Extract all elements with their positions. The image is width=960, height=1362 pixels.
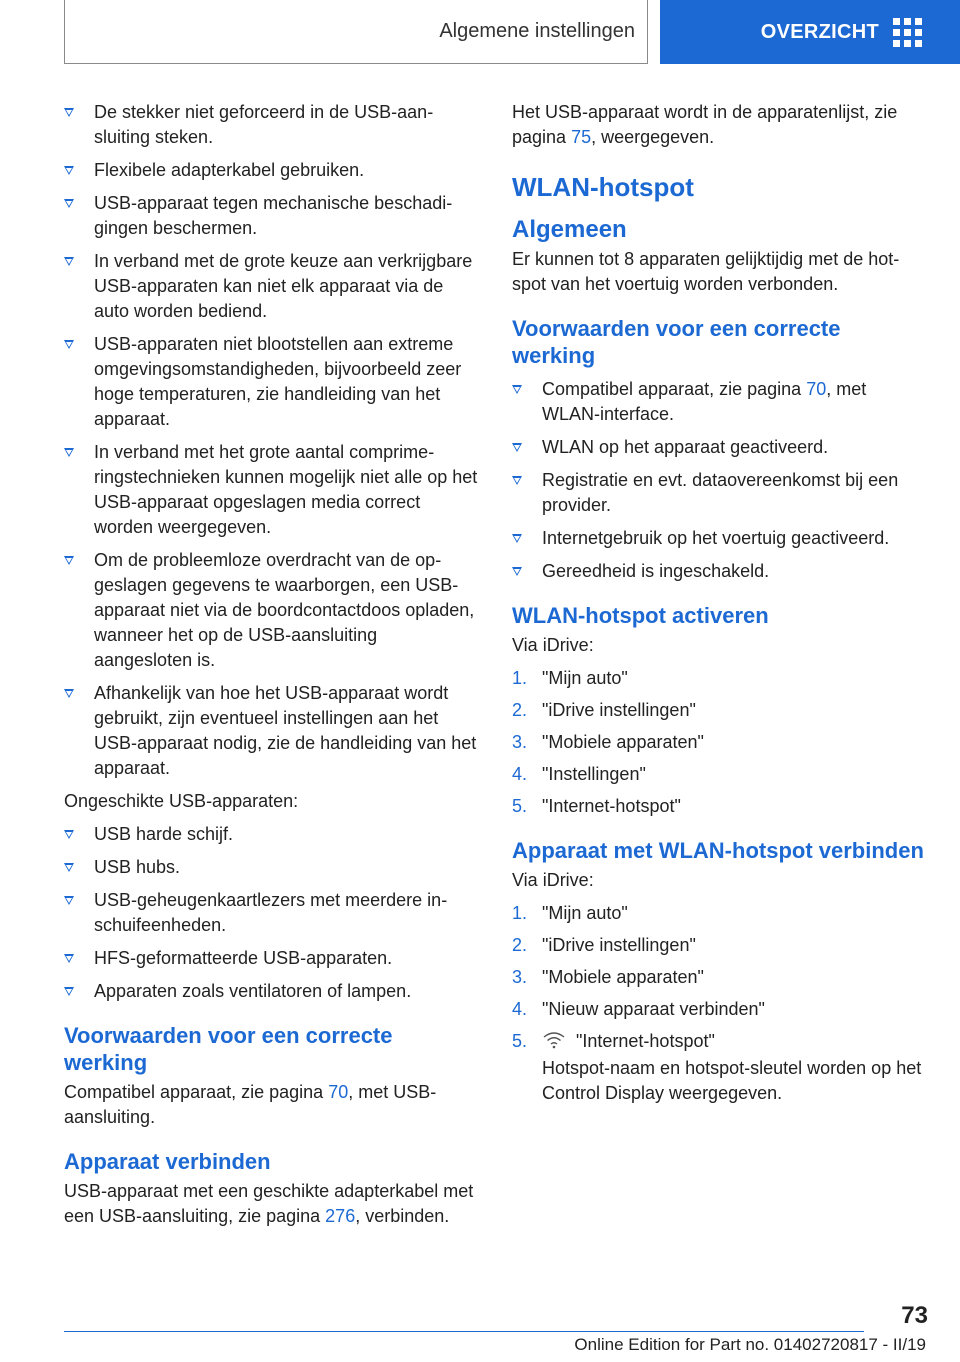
triangle-bullet-icon — [64, 340, 74, 349]
list-item: Compatibel apparaat, zie pagina 70, met WLAN-interface. — [512, 377, 926, 427]
connect-device-heading: Apparaat verbinden — [64, 1149, 271, 1174]
triangle-bullet-icon — [64, 108, 74, 117]
triangle-bullet-icon — [512, 476, 522, 485]
list-item: Flexibele adapterkabel gebruiken. — [64, 158, 478, 183]
unsuitable-intro: Ongeschikte USB-apparaten: — [64, 791, 299, 811]
list-item: Internetgebruik op het voertuig geactiveerd. — [512, 526, 926, 551]
connect-via: Via iDrive: — [512, 870, 594, 890]
triangle-bullet-icon — [64, 689, 74, 698]
list-item: WLAN op het apparaat geactiveerd. — [512, 435, 926, 460]
list-item: Gereedheid is ingeschakeld. — [512, 559, 926, 584]
step-item: 3. "Mobiele apparaten" — [512, 732, 704, 752]
connect-steps — [512, 901, 926, 1106]
step-item: 4. "Instellingen" — [512, 764, 646, 784]
triangle-bullet-icon — [64, 863, 74, 872]
triangle-bullet-icon — [512, 443, 522, 452]
footer-divider — [64, 1331, 864, 1332]
requirements-text: Compatibel apparaat, zie pagina 70, met USB-aansluiting. — [64, 1082, 437, 1127]
triangle-bullet-icon — [64, 199, 74, 208]
step-item: 2. "iDrive instellingen" — [512, 700, 696, 720]
list-item: In verband met de grote keuze aan verkrijgbare USB-apparaten kan niet elk apparaat via de auto worden bediend. — [64, 249, 478, 324]
header-section-title — [64, 0, 648, 64]
general-text: Er kunnen tot 8 apparaten gelijktijdig met de hotspot van het voertuig worden verbonden. — [512, 249, 900, 294]
step-item: 5. "Internet-hotspot" Hotspot-naam en hotspot-sleutel worden op het Control Display weergegeven. — [512, 1029, 926, 1106]
left-column — [64, 100, 478, 1237]
triangle-bullet-icon — [64, 257, 74, 266]
connect-hotspot-heading: Apparaat met WLAN-hotspot verbinden — [512, 838, 924, 863]
section-title: Algemene instellingen — [439, 20, 635, 42]
list-item: Registratie en evt. dataovereenkomst bij een provider. — [512, 468, 926, 518]
triangle-bullet-icon — [64, 896, 74, 905]
overview-label: OVERZICHT — [760, 20, 879, 43]
overview-button[interactable] — [660, 0, 960, 64]
list-item: HFS-geformatteerde USB-apparaten. — [64, 946, 478, 971]
triangle-bullet-icon — [64, 954, 74, 963]
triangle-bullet-icon — [512, 567, 522, 576]
triangle-bullet-icon — [64, 448, 74, 457]
page-link[interactable]: 75 — [571, 127, 592, 147]
activate-via: Via iDrive: — [512, 635, 594, 655]
step-item: 2. "iDrive instellingen" — [512, 935, 696, 955]
usb-tips-list — [64, 100, 478, 781]
wlan-requirements-heading: Voorwaarden voor een correcte werking — [512, 316, 841, 368]
list-item: USB-apparaat tegen mechanische beschadigingen beschermen. — [64, 191, 478, 241]
unsuitable-devices-list — [64, 822, 478, 1004]
triangle-bullet-icon — [64, 830, 74, 839]
step-item: 4. "Nieuw apparaat verbinden" — [512, 999, 765, 1019]
wlan-requirements-list — [512, 377, 926, 584]
page-link[interactable]: 70 — [806, 379, 827, 399]
page-number: 73 — [901, 1302, 928, 1329]
list-item: USB harde schijf. — [64, 822, 478, 847]
list-item: USB-apparaten niet blootstellen aan extreme omgevingsomstandigheden, bijvoorbeeld zeer hoge temperaturen, zie handleiding van het apparaat. — [64, 332, 478, 432]
list-item: Afhankelijk van hoe het USB-apparaat wordt gebruikt, zijn eventueel instellingen aan het USB-apparaat nodig, zie de handleiding van het apparaat. — [64, 681, 478, 781]
list-item: Om de probleemloze overdracht van de opgeslagen gegevens te waarborgen, een USB-apparaat niet via de boordcontactdoos opladen, wanneer het op de USB-aansluiting aangesloten is. — [64, 548, 478, 673]
right-column — [512, 100, 926, 1114]
connect-device-text: USB-apparaat met een geschikte adapterkabel met een USB-aansluiting, zie pagina 276, verbinden. — [64, 1181, 474, 1226]
edition-text: Online Edition for Part no. 01402720817 - II/19 — [574, 1335, 926, 1354]
page-link[interactable]: 276 — [325, 1206, 356, 1226]
activate-steps — [512, 666, 926, 819]
list-item: In verband met het grote aantal comprimeringstechnieken kunnen mogelijk niet alle op het USB-apparaat opgeslagen media correct worden weergegeven. — [64, 440, 478, 540]
list-item: Apparaten zoals ventilatoren of lampen. — [64, 979, 478, 1004]
page-link[interactable]: 70 — [328, 1082, 349, 1102]
step-item: 5. "Internet-hotspot" — [512, 796, 681, 816]
step-item: 1. "Mijn auto" — [512, 903, 628, 923]
step-result-text: Hotspot-naam en hotspot-sleutel worden op het Control Display weergegeven. — [542, 1058, 922, 1103]
triangle-bullet-icon — [512, 385, 522, 394]
triangle-bullet-icon — [64, 987, 74, 996]
wlan-hotspot-heading: WLAN-hotspot — [512, 172, 694, 202]
step-item: 1. "Mijn auto" — [512, 668, 628, 688]
triangle-bullet-icon — [64, 556, 74, 565]
triangle-bullet-icon — [64, 166, 74, 175]
triangle-bullet-icon — [512, 534, 522, 543]
wifi-icon — [542, 1031, 566, 1049]
grid-menu-icon — [893, 18, 922, 47]
intro-text: Het USB-apparaat wordt in de apparatenlijst, zie pagina 75, weergegeven. — [512, 102, 898, 147]
step-item: 3. "Mobiele apparaten" — [512, 967, 704, 987]
list-item: USB hubs. — [64, 855, 478, 880]
general-heading: Algemeen — [512, 216, 627, 243]
list-item: USB-geheugenkaartlezers met meerdere inschuifeenheden. — [64, 888, 478, 938]
list-item: De stekker niet geforceerd in de USB-aansluiting steken. — [64, 100, 478, 150]
activate-hotspot-heading: WLAN-hotspot activeren — [512, 603, 769, 628]
requirements-heading: Voorwaarden voor een correcte werking — [64, 1023, 393, 1075]
